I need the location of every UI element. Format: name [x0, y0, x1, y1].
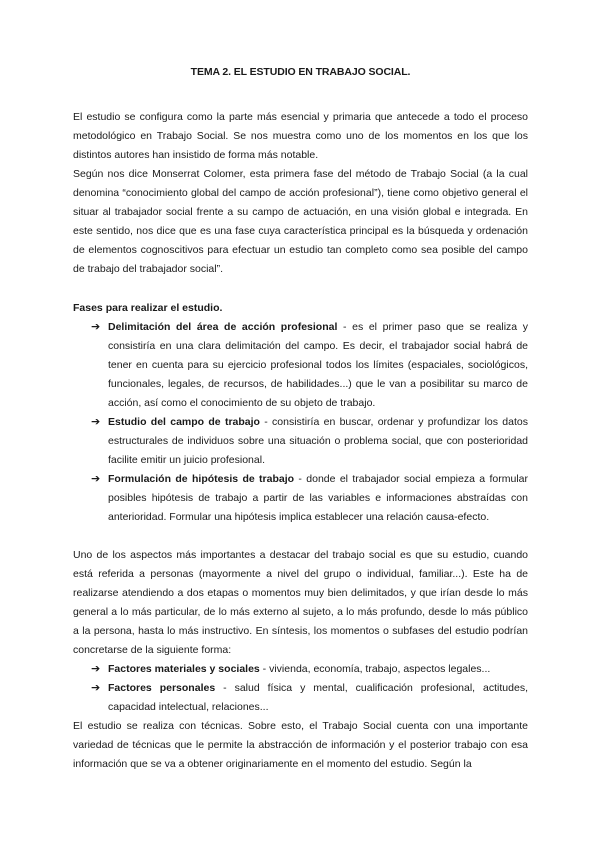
phase-term: Delimitación del área de acción profesional — [108, 321, 338, 333]
arrow-icon: ➔ — [91, 682, 101, 694]
phase-item-3 — [91, 470, 528, 527]
phase-description: - donde el trabajador social empieza a formular posibles hipótesis de trabajo a partir de las variables e informaciones abstraídas con anterioridad. Formular una hipótesis implica establecer una relación causa-efecto. — [108, 473, 528, 523]
phases-heading: Fases para realizar el estudio. — [73, 302, 223, 314]
arrow-icon: ➔ — [91, 663, 101, 675]
phase-description: - consistiría en buscar, ordenar y profundizar los datos estructurales de individuos sobre una situación o problema social, que con posterioridad facilite emitir un juicio profesional. — [108, 416, 528, 466]
final-paragraph: El estudio se realiza con técnicas. Sobre esto, el Trabajo Social cuenta con una importante variedad de técnicas que le permite la abstracción de información y el posterior trabajo con esa información que se va a obtener originariamente en el momento del estudio. Según la — [73, 720, 528, 770]
factor-term: Factores materiales y sociales — [108, 663, 260, 675]
document-title: TEMA 2. EL ESTUDIO EN TRABAJO SOCIAL. — [190, 66, 411, 78]
arrow-icon: ➔ — [91, 473, 101, 485]
phase-term: Formulación de hipótesis de trabajo — [108, 473, 295, 485]
factor-description: - salud física y mental, cualificación profesional, actitudes, capacidad intelectual, relaciones... — [108, 682, 528, 713]
phase-item-1 — [91, 318, 528, 413]
phase-description: - es el primer paso que se realiza y consistiría en una clara delimitación del campo. Es decir, el trabajador social habrá de tener en cuenta para su ejercicio profesional todos los límites (espaciales, sociológicos, funcionales, legales, de recursos, de habilidades...) que le van a posibilitar su marco de acción, así como el conocimiento de su objeto de trabajo. — [108, 321, 528, 409]
middle-paragraph: Uno de los aspectos más importantes a destacar del trabajo social es que su estudio, cuando está referida a personas (mayormente a nivel del grupo o individual, familiar...). Este ha de realizarse atendiendo a dos etapas o momentos muy bien delimitados, y que irían desde lo más general a lo más particular, de lo más externo al sujeto, a lo más profundo, desde lo más público a la persona, hasta lo más instructivo. En síntesis, los momentos o subfases del estudio podrían concretarse de la siguiente forma: — [73, 549, 528, 656]
factor-item-2 — [91, 679, 528, 717]
intro-paragraph-2: Según nos dice Monserrat Colomer, esta primera fase del método de Trabajo Social (a la cual denomina “conocimiento global del campo de acción profesional”), tiene como objetivo general el situar al trabajador social frente a su campo de actuación, en una visión global e integrada. En este sentido, nos dice que es una fase cuya característica principal es la búsqueda y ordenación de elementos cognoscitivos para efectuar un estudio tan completo como sea posible del campo de trabajo del trabajador social”. — [73, 168, 528, 275]
arrow-icon: ➔ — [91, 321, 101, 333]
factor-description: - vivienda, economía, trabajo, aspectos legales... — [259, 663, 491, 675]
phase-item-2 — [91, 413, 528, 470]
factor-item-1 — [91, 660, 528, 679]
intro-paragraph-1: El estudio se configura como la parte más esencial y primaria que antecede a todo el proceso metodológico en Trabajo Social. Se nos muestra como uno de los momentos en los que los distintos autores han insistido de forma más notable. — [73, 111, 528, 161]
phase-term: Estudio del campo de trabajo — [108, 416, 260, 428]
factor-term: Factores personales — [108, 682, 216, 694]
arrow-icon: ➔ — [91, 416, 101, 428]
